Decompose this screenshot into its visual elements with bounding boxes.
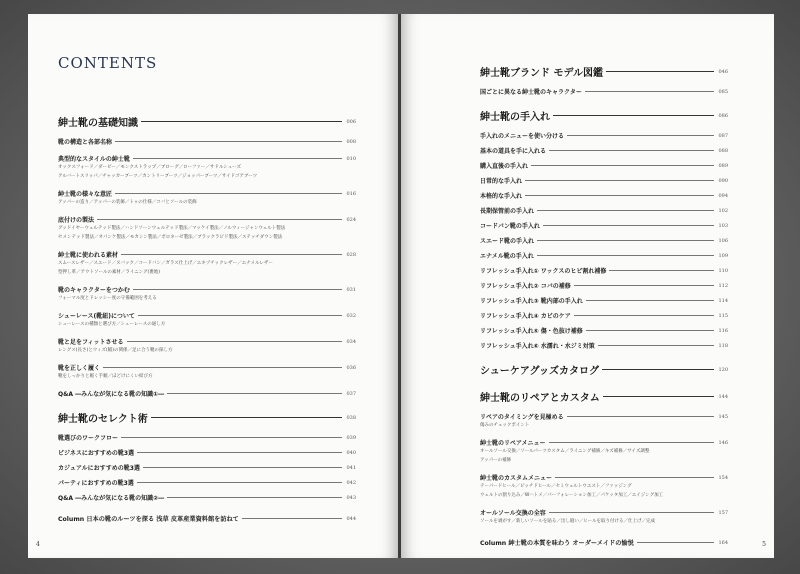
toc-entry-title: リフレッシュ手入れ④ カビのケア	[480, 313, 571, 320]
chapter-heading-title: シューケアグッズカタログ	[480, 366, 599, 377]
toc-entry	[58, 493, 356, 502]
toc-entry	[480, 191, 728, 200]
toc-entry-title: 紳士靴のリペアメニュー	[480, 440, 546, 447]
toc-entry-page: 090	[718, 177, 728, 184]
toc-entry	[58, 463, 356, 472]
toc-entry	[480, 176, 728, 185]
leader-line	[553, 115, 714, 116]
leader-line	[549, 442, 714, 443]
leader-line	[637, 542, 714, 543]
page-number-left: 4	[36, 541, 40, 548]
toc-entry-title: リフレッシュ手入れ③ 靴内部の手入れ	[480, 298, 583, 305]
toc-entry	[480, 87, 728, 96]
toc-entry-page: 087	[718, 132, 728, 139]
column-entry	[58, 514, 356, 523]
leader-line	[121, 437, 342, 438]
toc-entry	[480, 281, 728, 290]
chapter-heading-page: 120	[718, 366, 728, 373]
leader-line	[574, 315, 714, 316]
toc-entry	[58, 189, 356, 198]
toc-entry-page: 037	[346, 390, 356, 397]
toc-entry-subtopics: アッパーの造り／アッパーの装飾／トゥの仕様／コバとソールの装飾	[58, 200, 197, 205]
toc-entry	[58, 154, 356, 163]
chapter-heading	[480, 108, 728, 123]
toc-entry-subtopics: フォーマル度とドレッシー度の守備範囲を考える	[58, 296, 157, 301]
toc-entry-title: オールソール交換の全容	[480, 510, 546, 517]
toc-entry-page: 115	[718, 312, 728, 319]
leader-line	[133, 158, 342, 159]
leader-line	[567, 135, 714, 136]
contents-title: CONTENTS	[58, 54, 158, 72]
toc-entry-page: 034	[346, 338, 356, 345]
toc-entry-subtopics: セメンテッド製法／オパンケ製法／モカシン製法／ボロネーゼ製法／ブラックラピド製法／ステッチダウン製法	[58, 235, 283, 240]
leader-line	[549, 150, 714, 151]
toc-entry-title: ビジネスにおすすめの靴3選	[58, 450, 135, 457]
toc-entry-page: 032	[346, 312, 356, 319]
toc-entry-page: 112	[718, 282, 728, 289]
toc-entry-title: コードバン靴の手入れ	[480, 223, 540, 230]
chapter-heading-page: 086	[718, 112, 728, 119]
toc-entry	[480, 438, 728, 447]
toc-entry-page: 031	[346, 286, 356, 293]
leader-line	[549, 512, 714, 513]
toc-entry	[480, 341, 728, 350]
toc-entry-page: 106	[718, 237, 728, 244]
toc-entry-subtopics: ソールを剥がす／新しいソールを貼る／出し縫い／ヒールを取り付ける／仕上げ／完成	[480, 519, 656, 524]
toc-entry-title: 靴を正しく履く	[58, 365, 101, 372]
leader-line	[555, 477, 714, 478]
leader-line	[167, 393, 342, 394]
toc-entry	[58, 250, 356, 259]
toc-entry-page: 116	[718, 327, 728, 334]
toc-entry	[58, 389, 356, 398]
toc-entry-page: 028	[346, 251, 356, 258]
toc-entry	[480, 412, 728, 421]
toc-entry-title: 底付けの製法	[58, 217, 95, 224]
toc-entry-subtopics: 靴をしっかりと履く手順／ほどけにくい結び方	[58, 374, 153, 379]
leader-line	[585, 91, 714, 92]
toc-entry-subtopics: オールソール交換／ソールパーツカスタム／ライニング補修／キズ補修／サイズ調整	[480, 449, 650, 454]
toc-entry-title: リフレッシュ手入れ① ワックスのヒビ割れ補修	[480, 268, 607, 275]
toc-entry-title: エナメル靴の手入れ	[480, 253, 534, 260]
toc-entry	[58, 311, 356, 320]
toc-entry-subtopics: アッパーの補修	[480, 458, 512, 463]
toc-entry	[480, 311, 728, 320]
chapter-heading-title: 紳士靴の基礎知識	[58, 118, 138, 129]
toc-entry-subtopics: シューレースの種類と選び方／シューレースの通し方	[58, 322, 166, 327]
leader-line	[97, 219, 342, 220]
column-entry-page: 164	[718, 539, 728, 546]
toc-entry-page: 024	[346, 216, 356, 223]
toc-entry	[480, 296, 728, 305]
toc-entry-title: 紳士靴の様々な意匠	[58, 191, 113, 198]
toc-entry	[480, 508, 728, 517]
toc-entry-page: 042	[346, 479, 356, 486]
toc-entry-page: 109	[718, 252, 728, 259]
leader-line	[115, 193, 342, 194]
chapter-heading-title: 紳士靴のセレクト術	[58, 414, 148, 425]
toc-entry	[480, 266, 728, 275]
toc-entry-page: 089	[718, 162, 728, 169]
toc-entry-title: リペアのタイミングを見極める	[480, 414, 564, 421]
toc-entry-title: 長期保管前の手入れ	[480, 208, 535, 215]
chapter-heading	[58, 410, 356, 425]
toc-entry-page: 039	[346, 434, 356, 441]
chapter-heading-page: 006	[346, 118, 356, 125]
chapter-heading-title: 紳士靴の手入れ	[480, 112, 550, 123]
leader-line	[127, 341, 342, 342]
toc-entry-subtopics: 傷みのチェックポイント	[480, 423, 530, 428]
chapter-heading-title: 紳士靴のリペアとカスタム	[480, 393, 600, 404]
left-page	[28, 14, 398, 558]
page-number-right: 5	[762, 541, 766, 548]
toc-entry-page: 146	[718, 439, 728, 446]
leader-line	[603, 396, 714, 397]
toc-entry	[480, 206, 728, 215]
toc-entry-page: 157	[718, 509, 728, 516]
chapter-heading-page: 046	[718, 68, 728, 75]
chapter-heading-title: 紳士靴ブランド モデル図鑑	[480, 68, 603, 79]
toc-entry-page: 102	[718, 207, 728, 214]
toc-entry-title: 靴と足をフィットさせる	[58, 339, 124, 346]
toc-entry-title: Q&A ―みんなが気になる靴の知識①―	[58, 391, 165, 398]
toc-entry-page: 041	[346, 464, 356, 471]
toc-entry-title: 靴の構造と各部名称	[58, 139, 113, 146]
toc-entry	[480, 326, 728, 335]
leader-line	[121, 254, 342, 255]
leader-line	[115, 141, 342, 142]
chapter-heading-page: 144	[718, 393, 728, 400]
leader-line	[586, 330, 714, 331]
toc-entry	[480, 146, 728, 155]
toc-entry-title: 典型的なスタイルの紳士靴	[58, 156, 130, 163]
toc-entry-page: 114	[718, 297, 728, 304]
right-toc	[480, 64, 728, 547]
leader-line	[242, 518, 342, 519]
toc-entry-page: 036	[346, 364, 356, 371]
toc-entry-title: 手入れのメニューを使い分ける	[480, 133, 565, 140]
column-entry-title: Column 紳士靴の本質を味わう オーダーメイドの愉悦	[480, 540, 634, 547]
toc-entry	[58, 478, 356, 487]
toc-entry-title: 紳士靴に使われる素材	[58, 252, 119, 259]
toc-entry-subtopics: ウェルトの割り込み／Wハトメ／パーフォレーション加工／パケッタ加工／エイジング加工	[480, 493, 664, 498]
toc-entry-page: 010	[346, 155, 356, 162]
chapter-heading	[480, 389, 728, 404]
toc-entry	[58, 448, 356, 457]
toc-entry-subtopics: アルバートスリッパ／チャッカーブーツ／カントリーブーツ／ジョッパーブーツ／サイドゴアブーツ	[58, 174, 258, 179]
column-entry-page: 044	[346, 515, 356, 522]
leader-line	[574, 285, 714, 286]
toc-entry-subtopics: グッドイヤーウェルテッド製法／ハンドソーンウェルテッド製法／マッケイ製法／ノルウィージャンウェルト製法	[58, 226, 286, 231]
toc-entry	[58, 433, 356, 442]
leader-line	[103, 367, 342, 368]
chapter-heading-page: 038	[346, 414, 356, 421]
leader-line	[137, 482, 342, 483]
toc-entry-subtopics: スムースレザー／スエード／ヌバック／コードバン／ガラス仕上げ／エキゾチックレザー／エナメルレザー	[58, 261, 273, 266]
leader-line	[602, 369, 714, 370]
toc-entry-page: 103	[718, 222, 728, 229]
toc-entry-title: リフレッシュ手入れ② コバの補修	[480, 283, 571, 290]
toc-entry-title: 国ごとに異なる紳士靴のキャラクター	[480, 89, 582, 96]
chapter-heading	[58, 114, 356, 129]
toc-entry-title: シューレース(靴紐)について	[58, 313, 135, 320]
toc-entry-title: 本格的な手入れ	[480, 193, 523, 200]
toc-entry-page: 016	[346, 190, 356, 197]
toc-entry-page: 154	[718, 474, 728, 481]
toc-entry	[58, 363, 356, 372]
leader-line	[143, 467, 342, 468]
toc-entry	[480, 131, 728, 140]
column-entry-title: Column 日本の靴のルーツを探る 浅草 皮革産業資料館を訪ねて	[58, 516, 239, 523]
toc-entry-page: 118	[718, 342, 728, 349]
toc-entry-title: 購入直後の手入れ	[480, 163, 529, 170]
toc-entry	[58, 285, 356, 294]
toc-entry-page: 008	[346, 138, 356, 145]
right-page	[401, 14, 774, 558]
toc-entry-page: 110	[718, 267, 728, 274]
toc-entry-title: 日常的な手入れ	[480, 178, 523, 185]
toc-entry-title: 紳士靴のカスタムメニュー	[480, 475, 553, 482]
leader-line	[525, 180, 714, 181]
leader-line	[537, 240, 714, 241]
toc-entry-title: 靴のキャラクターをつかむ	[58, 287, 130, 294]
column-entry	[480, 538, 728, 547]
toc-entry	[480, 236, 728, 245]
leader-line	[567, 416, 714, 417]
leader-line	[606, 71, 714, 72]
toc-entry-title: リフレッシュ手入れ⑥ 水濡れ・水ジミ対策	[480, 343, 595, 350]
leader-line	[138, 315, 342, 316]
toc-entry-title: リフレッシュ手入れ⑤ 傷・色抜け補修	[480, 328, 583, 335]
leader-line	[137, 452, 342, 453]
toc-entry-page: 043	[346, 494, 356, 501]
leader-line	[141, 121, 342, 122]
toc-entry-title: 基本の道具を手に入れる	[480, 148, 547, 155]
toc-entry-subtopics: レングス(長さ)とウィズ(幅)の関係／足に合う靴の探し方	[58, 348, 173, 353]
chapter-heading	[480, 64, 728, 79]
leader-line	[525, 195, 714, 196]
leader-line	[586, 300, 714, 301]
toc-entry-page: 094	[718, 192, 728, 199]
leader-line	[151, 417, 342, 418]
leader-line	[167, 497, 342, 498]
toc-entry	[480, 251, 728, 260]
toc-entry-title: スエード靴の手入れ	[480, 238, 535, 245]
toc-entry-title: Q&A ―みんなが気になる靴の知識②―	[58, 495, 165, 502]
left-toc	[58, 114, 356, 523]
toc-entry	[58, 337, 356, 346]
toc-entry-subtopics: 型押し革／アウトソールの素材／ライニング(裏地)	[58, 270, 161, 275]
leader-line	[133, 289, 342, 290]
toc-entry	[480, 161, 728, 170]
toc-entry	[480, 473, 728, 482]
toc-entry-title: 靴選びのワークフロー	[58, 435, 119, 442]
leader-line	[537, 210, 714, 211]
toc-entry-title: カジュアルにおすすめの靴3選	[58, 465, 140, 472]
leader-line	[543, 225, 714, 226]
toc-entry-page: 145	[718, 413, 728, 420]
toc-entry	[480, 221, 728, 230]
toc-entry-subtopics: テーパードヒール／ピッチドヒール／セミウェルトウエスト／ファッジング	[480, 484, 632, 489]
toc-entry-subtopics: オックスフォード／ダービー／モンクストラップ／ブローグ／ローファー／サドルシューズ	[58, 165, 241, 170]
toc-entry-title: パーティにおすすめの靴3選	[58, 480, 134, 487]
toc-entry	[58, 215, 356, 224]
leader-line	[531, 165, 714, 166]
toc-entry-page: 040	[346, 449, 356, 456]
toc-entry	[58, 137, 356, 146]
chapter-heading	[480, 362, 728, 377]
toc-entry-page: 088	[718, 147, 728, 154]
leader-line	[598, 345, 714, 346]
leader-line	[537, 255, 714, 256]
leader-line	[609, 270, 714, 271]
toc-entry-page: 085	[718, 88, 728, 95]
